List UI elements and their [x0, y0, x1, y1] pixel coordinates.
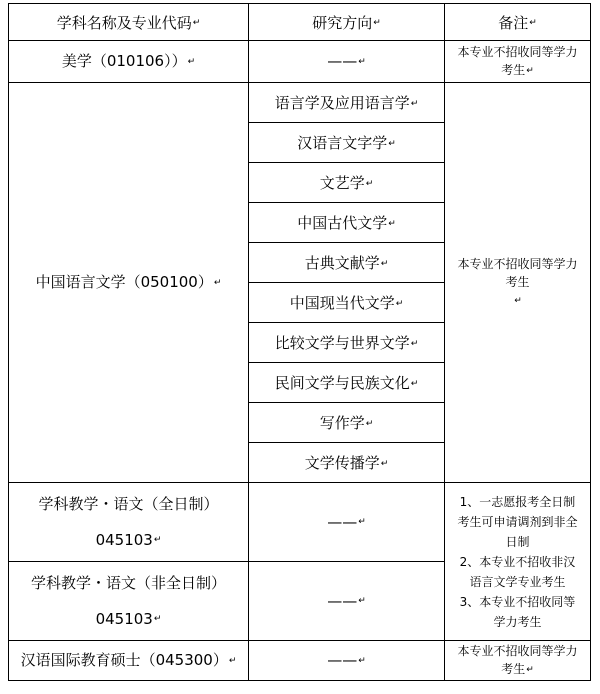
direction-cell: ——↵	[249, 483, 445, 562]
header-subject: 学科名称及专业代码↵	[9, 4, 249, 41]
direction-cell: 古典文献学↵	[249, 243, 445, 283]
subject-cell: 中国语言文学（050100）↵	[9, 83, 249, 483]
subject-cell: 学科教学・语文（非全日制） 045103↵	[9, 562, 249, 641]
direction-cell: 中国现当代文学↵	[249, 283, 445, 323]
direction-cell: 语言学及应用语言学↵	[249, 83, 445, 123]
note-cell: 1、一志愿报考全日制 考生可申请调剂到非全 日制 2、本专业不招收非汉 语言文学专业考生 3、本专业不招收同等 学力考生	[445, 483, 591, 641]
subject-cell: 美学（010106））↵	[9, 41, 249, 83]
table-row-zhongwen	[9, 83, 591, 123]
subject-cell: 汉语国际教育硕士（045300）↵	[9, 641, 249, 681]
direction-cell: ——↵	[249, 41, 445, 83]
direction-cell: 写作学↵	[249, 403, 445, 443]
table-row-yuwen-full	[9, 483, 591, 562]
note-cell: 本专业不招收同等学力 考生 ↵	[445, 83, 591, 483]
program-table	[8, 3, 591, 681]
direction-cell: 民间文学与民族文化↵	[249, 363, 445, 403]
note-cell: 本专业不招收同等学力 考生↵	[445, 41, 591, 83]
direction-cell: 文学传播学↵	[249, 443, 445, 483]
table-row-hanyu	[9, 641, 591, 681]
header-direction: 研究方向↵	[249, 4, 445, 41]
direction-cell: ——↵	[249, 562, 445, 641]
note-cell: 本专业不招收同等学力 考生↵	[445, 641, 591, 681]
subject-cell: 学科教学・语文（全日制） 045103↵	[9, 483, 249, 562]
table-row-meixue	[9, 41, 591, 83]
direction-cell: ——↵	[249, 641, 445, 681]
direction-cell: 比较文学与世界文学↵	[249, 323, 445, 363]
direction-cell: 文艺学↵	[249, 163, 445, 203]
table-header-row	[9, 4, 591, 41]
direction-cell: 汉语言文字学↵	[249, 123, 445, 163]
direction-cell: 中国古代文学↵	[249, 203, 445, 243]
header-note: 备注↵	[445, 4, 591, 41]
